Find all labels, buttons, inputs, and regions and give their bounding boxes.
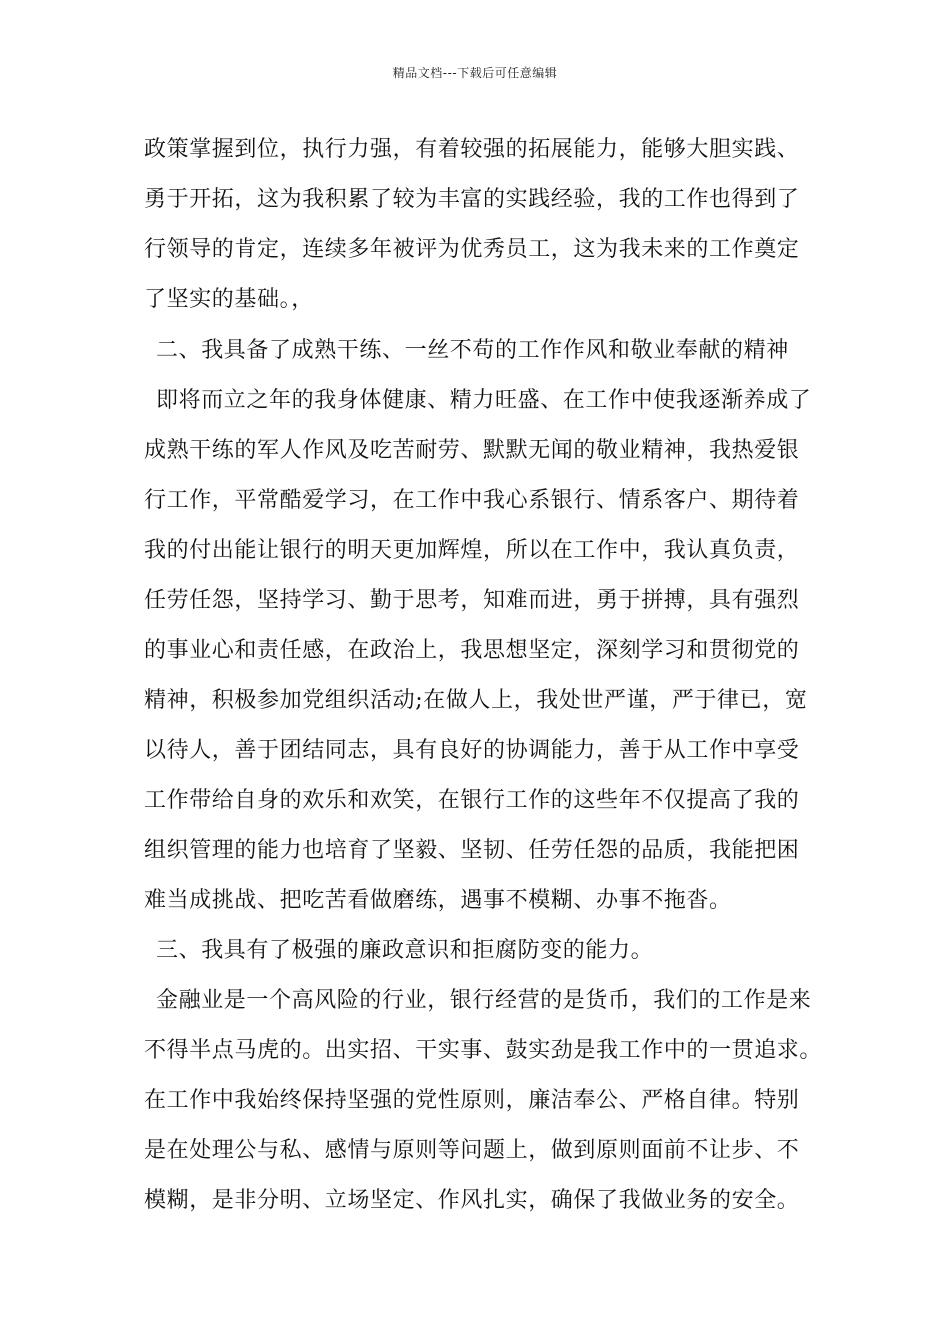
text-line: 金融业是一个高风险的行业，银行经营的是货币，我们的工作是来 xyxy=(156,988,812,1013)
text-line: 组织管理的能力也培育了坚毅、坚韧、任劳任怨的品质，我能把困 xyxy=(144,838,800,863)
text-line: 难当成挑战、把吃苦看做磨练，遇事不模糊、办事不拖沓。 xyxy=(144,888,732,913)
text-line: 即将而立之年的我身体健康、精力旺盛、在工作中使我逐渐养成了 xyxy=(156,388,812,413)
text-line: 勇于开拓，这为我积累了较为丰富的实践经验，我的工作也得到了 xyxy=(144,187,800,212)
text-line: 政策掌握到位，执行力强，有着较强的拓展能力，能够大胆实践、 xyxy=(144,137,800,162)
text-line: 模糊，是非分明、立场坚定、作风扎实，确保了我做业务的安全。 xyxy=(144,1188,800,1213)
text-line: 在工作中我始终保持坚强的党性原则，廉洁奉公、严格自律。特别 xyxy=(144,1088,800,1113)
text-line: 了坚实的基础。， xyxy=(144,287,314,312)
text-line: 行工作，平常酷爱学习，在工作中我心系银行、情系客户、期待着 xyxy=(144,488,800,513)
text-line: 以待人，善于团结同志，具有良好的协调能力，善于从工作中享受 xyxy=(144,738,800,763)
text-line: 精神，积极参加党组织活动;在做人上，我处世严谨，严于律已，宽 xyxy=(144,688,808,713)
page-header: 精品文档---下载后可任意编辑 xyxy=(392,66,558,80)
text-line: 任劳任怨，坚持学习、勤于思考，知难而进，勇于拼搏，具有强烈 xyxy=(144,588,800,613)
text-line: 不得半点马虎的。出实招、干实事、鼓实劲是我工作中的一贯追求。 xyxy=(144,1038,823,1063)
text-line: 行领导的肯定，连续多年被评为优秀员工，这为我未来的工作奠定 xyxy=(144,237,800,262)
text-line: 是在处理公与私、感情与原则等问题上，做到原则面前不让步、不 xyxy=(144,1138,800,1163)
section-heading: 三、我具有了极强的廉政意识和拒腐防变的能力。 xyxy=(156,938,654,963)
text-line: 工作带给自身的欢乐和欢笑，在银行工作的这些年不仅提高了我的 xyxy=(144,788,800,813)
text-line: 成熟干练的军人作风及吃苦耐劳、默默无闻的敬业精神，我热爱银 xyxy=(144,438,800,463)
text-line: 我的付出能让银行的明天更加辉煌，所以在工作中，我认真负责， xyxy=(144,538,800,563)
text-line: 的事业心和责任感，在政治上，我思想坚定，深刻学习和贯彻党的 xyxy=(144,638,800,663)
section-heading: 二、我具备了成熟干练、一丝不苟的工作作风和敬业奉献的精神 xyxy=(156,338,789,363)
